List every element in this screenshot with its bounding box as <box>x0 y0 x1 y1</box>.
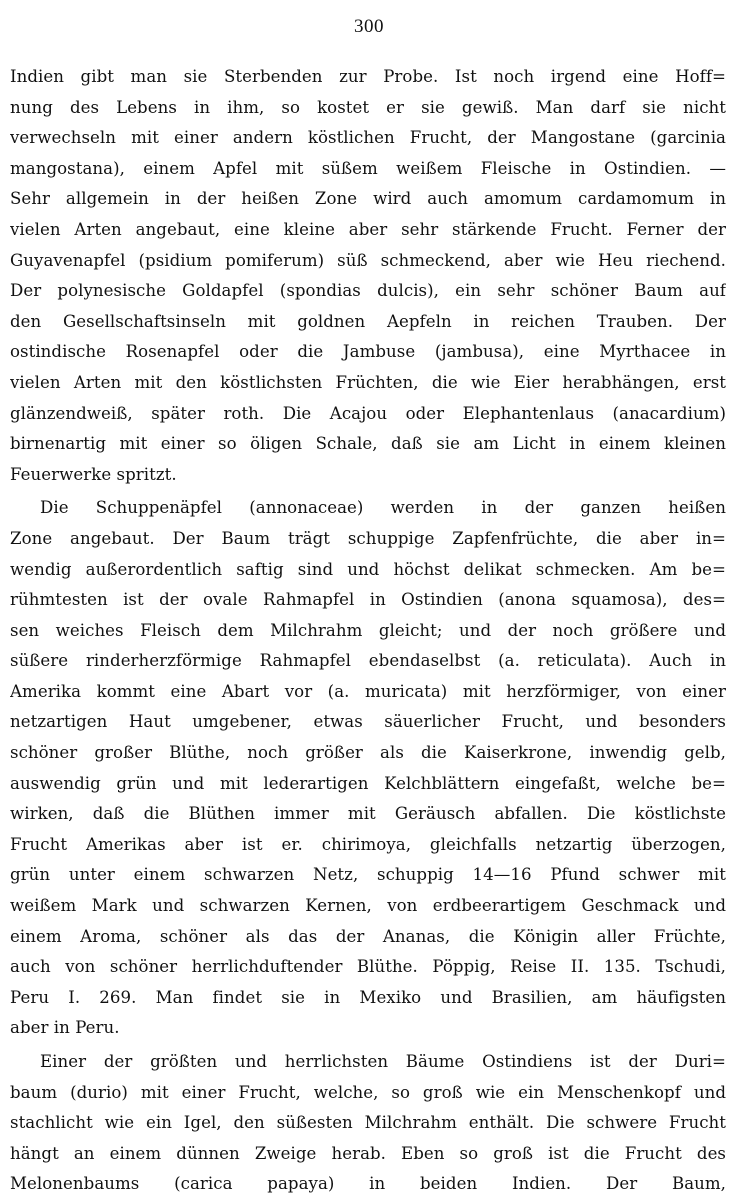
text-line: auswendig grün und mit lederartigen Kelchblättern eingefaßt, welche be= <box>10 773 726 793</box>
text-line: wirken, daß die Blüthen immer mit Geräusch abfallen. Die köstlichste <box>10 804 726 824</box>
text-line: Einer der größten und herrlichsten Bäume Ostindiens ist der Duri= <box>40 1052 726 1071</box>
text-line: Peru I. 269. Man findet sie in Mexiko und Brasilien, am häufigsten <box>10 987 726 1007</box>
text-line: einem Aroma, schöner als das der Ananas, die Königin aller Früchte, <box>10 926 726 946</box>
text-line: grün unter einem schwarzen Netz, schuppig 14—16 Pfund schwer mit <box>10 865 726 885</box>
body-text <box>10 62 726 1200</box>
text-line: sen weiches Fleisch dem Milchrahm gleicht; und der noch größere und <box>10 620 726 640</box>
text-line: nung des Lebens in ihm, so kostet er sie gewiß. Man darf sie nicht <box>10 97 726 117</box>
text-line: Feuerwerke spritzt. <box>10 464 177 484</box>
text-line: Zone angebaut. Der Baum trägt schuppige Zapfenfrüchte, die aber in= <box>10 528 726 548</box>
text-line: hängt an einem dünnen Zweige herab. Eben so groß ist die Frucht des <box>10 1143 726 1163</box>
text-line: Guyavenapfel (psidium pomiferum) süß schmeckend, aber wie Heu riechend. <box>10 250 726 270</box>
page-number: 300 <box>354 16 384 37</box>
text-line: aber in Peru. <box>10 1018 120 1038</box>
text-line: wendig außerordentlich saftig sind und höchst delikat schmecken. Am be= <box>10 559 726 579</box>
text-line: auch von schöner herrlichduftender Blüthe. Pöppig, Reise II. 135. Tschudi, <box>10 957 726 977</box>
text-line: ostindische Rosenapfel oder die Jambuse (jambusa), eine Myrthacee in <box>10 342 726 362</box>
text-line: Indien gibt man sie Sterbenden zur Probe. Ist noch irgend eine Hoff= <box>10 67 726 86</box>
text-line: birnenartig mit einer so öligen Schale, daß sie am Licht in einem kleinen <box>10 434 726 454</box>
text-line: verwechseln mit einer andern köstlichen Frucht, der Mangostane (garcinia <box>10 128 726 148</box>
text-line: schöner großer Blüthe, noch größer als die Kaiserkrone, inwendig gelb, <box>10 743 726 763</box>
text-line: Amerika kommt eine Abart vor (a. muricata) mit herzförmiger, von einer <box>10 681 726 701</box>
text-line: rühmtesten ist der ovale Rahmapfel in Ostindien (anona squamosa), des= <box>10 590 726 610</box>
text-line: glänzendweiß, später roth. Die Acajou oder Elephantenlaus (anacardium) <box>10 403 726 423</box>
text-line: Sehr allgemein in der heißen Zone wird auch amomum cardamomum in <box>10 189 726 209</box>
text-line: Der polynesische Goldapfel (spondias dulcis), ein sehr schöner Baum auf <box>10 281 726 301</box>
text-line: Melonenbaums (carica papaya) in beiden Indien. Der Baum, <box>10 1174 726 1194</box>
text-line: netzartigen Haut umgebener, etwas säuerlicher Frucht, und besonders <box>10 712 726 732</box>
text-line: baum (durio) mit einer Frucht, welche, so groß wie ein Menschenkopf und <box>10 1082 726 1102</box>
text-line: Die Schuppenäpfel (annonaceae) werden in der ganzen heißen <box>40 498 726 518</box>
text-line: vielen Arten mit den köstlichsten Früchten, die wie Eier herabhängen, erst <box>10 372 726 392</box>
text-line: mangostana), einem Apfel mit süßem weißem Fleische in Ostindien. — <box>10 158 726 178</box>
text-line: Frucht Amerikas aber ist er. chirimoya, gleichfalls netzartig überzogen, <box>10 834 726 854</box>
text-line: den Gesellschaftsinseln mit goldnen Aepfeln in reichen Trauben. Der <box>10 311 726 331</box>
text-line: süßere rinderherzförmige Rahmapfel ebendaselbst (a. reticulata). Auch in <box>10 651 726 671</box>
text-line: vielen Arten angebaut, eine kleine aber sehr stärkende Frucht. Ferner der <box>10 219 726 239</box>
text-line: weißem Mark und schwarzen Kernen, von erdbeerartigem Geschmack und <box>10 896 726 916</box>
text-line: stachlicht wie ein Igel, den süßesten Milchrahm enthält. Die schwere Frucht <box>10 1113 726 1133</box>
